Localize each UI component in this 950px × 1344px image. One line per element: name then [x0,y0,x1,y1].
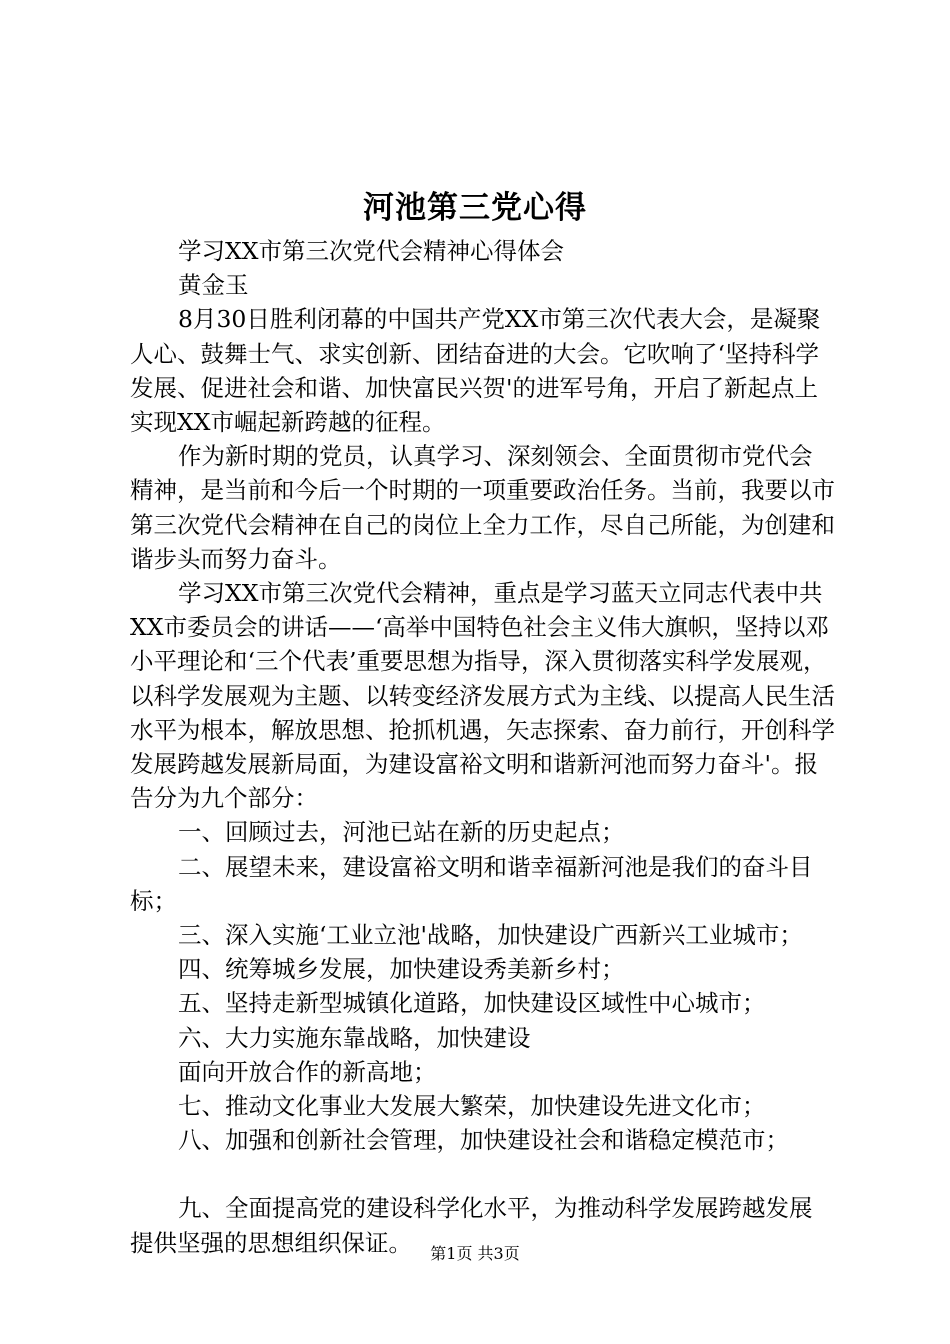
list-item: 四、统筹城乡发展，加快建设秀美新乡村； [178,955,625,984]
document-title: 河池第三党心得 [363,190,587,226]
body-paragraph: 作为新时期的党员，认真学习、深刻领会、全面贯彻市党代会精神，是当前和今后一个时期的一项重要政治任务。当前，我要以市第三次党代会精神在自己的岗位上全力工作，尽自己所能，为创建和谐步头而努力奋斗。 [130,442,835,573]
list-item: 六、大力实施东靠战略，加快建设 [178,1023,531,1052]
list-item: 三、深入实施‘工业立池'战略，加快建设广西新兴工业城市； [178,921,803,950]
body-paragraph: 8月30日胜利闭幕的中国共产党XX市第三次代表大会，是凝聚人心、鼓舞士气、求实创新、团结奋进的大会。它吹响了‘坚持科学发展、促进社会和谐、加快富民兴贺'的进军号角，开启了新起点上实现XX市崛起新跨越的征程。 [130,305,821,437]
list-item: 七、推动文化事业大发展大繁荣，加快建设先进文化市； [178,1092,766,1121]
list-item: 八、加强和创新社会管理，加快建设社会和谐稳定模范市； [178,1126,789,1155]
list-item: 五、坚持走新型城镇化道路，加快建设区域性中心城市； [178,989,766,1018]
paragraph-gap [130,1157,835,1191]
body-paragraph: 学习XX市第三次党代会精神，重点是学习蓝天立同志代表中共XX市委员会的讲话——‘高举中国特色社会主义伟大旗帜，坚持以邓小平理论和‘三个代表’重要思想为指导，深入贯彻落实科学发展观，以科学发展观为主题、以转变经济发展方式为主线、以提高人民生活水平为根本，解放思想、抢抓机遇，矢志探索、奋力前行，开创科学发展跨越发展新局面，为建设富裕文明和谐新河池而努力奋斗'。报告分为九个部分： [130,579,835,813]
list-item: 九、全面提高党的建设科学化水平，为推动科学发展跨越发展提供坚强的思想组织保证。 [130,1194,813,1257]
list-item: 一、回顾过去，河池已站在新的历史起点； [178,818,625,847]
list-item: 面向开放合作的新高地； [178,1057,437,1086]
document-body [130,234,835,1260]
list-item: 二、展望未来，建设富裕文明和谐幸福新河池是我们的奋斗目标； [130,852,813,915]
document-subtitle: 学习XX市第三次党代会精神心得体会 [178,237,564,265]
page-footer: 第1页 共3页 [430,1244,520,1263]
document-author: 黄金玉 [178,271,249,300]
